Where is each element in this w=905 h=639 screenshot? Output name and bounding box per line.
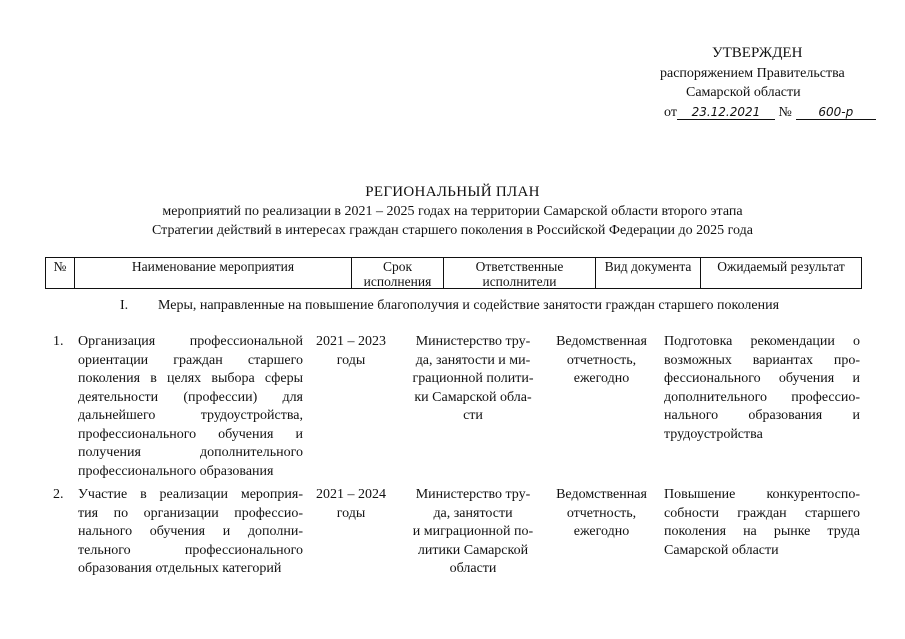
row-result-line: трудоустройства — [664, 426, 763, 442]
row-name-line: Организация профессиональной — [78, 334, 303, 349]
row-name-line: дальнейшего трудоустройства, — [78, 408, 303, 423]
row-term-line: 2021 – 2024 — [316, 487, 386, 502]
row-executors-line: сти — [463, 408, 483, 423]
row-term-line: годы — [336, 505, 366, 521]
row-term-line: годы — [336, 352, 366, 368]
row-name-line: нального обучения и дополни- — [78, 524, 303, 539]
row-term — [305, 333, 397, 370]
section-number: I. — [120, 298, 129, 313]
approval-from-prefix: от — [664, 104, 677, 120]
row-result-line: Самарской области — [664, 542, 779, 558]
approval-block — [600, 44, 900, 122]
row-name-line: получения дополнительного — [78, 445, 303, 460]
row-executors-line: Министерство тру- — [415, 487, 531, 502]
row-result-line: Подготовка рекомендации о — [664, 334, 860, 349]
approval-region: Самарской области — [686, 85, 801, 100]
header-result-text: Ожидаемый результат — [717, 259, 845, 274]
row-result-line: поколения на рынке труда — [664, 524, 860, 539]
row-number: 2. — [53, 487, 64, 502]
approval-authority: распоряжением Правительства — [660, 65, 845, 81]
row-doc-type-line: ежегодно — [573, 524, 630, 539]
row-executors-line: да, занятости и ми- — [415, 352, 531, 368]
row-result-line: собности граждан старшего — [664, 505, 860, 521]
approval-number-sign: № — [778, 104, 792, 120]
row-name-line: образования отдельных категорий — [78, 561, 282, 576]
row-doc-type — [549, 486, 654, 542]
title-subtitle-1: мероприятий по реализации в 2021 – 2025 годах на территории Самарской области второго этапа — [162, 204, 743, 219]
section-heading — [120, 298, 779, 314]
row-executors — [397, 486, 549, 579]
row-result-line: возможных вариантах про- — [664, 352, 860, 368]
row-executors-line: ки Самарской обла- — [414, 389, 532, 405]
row-result-line: фессионального обучения и — [664, 371, 860, 386]
row-executors-line: грационной полити- — [412, 371, 534, 386]
row-executors-line: области — [449, 561, 497, 576]
approval-handwritten-number: 600-р — [796, 105, 876, 120]
row-result — [664, 486, 860, 560]
row-name-line: ориентации граждан старшего — [78, 352, 303, 368]
row-doc-type-line: Ведомственная — [556, 334, 647, 349]
row-doc-type-line: отчетность, — [566, 352, 637, 368]
row-result-line: дополнительного профессио- — [664, 389, 860, 405]
row-name — [78, 486, 303, 579]
section-title: Меры, направленные на повышение благополучия и содействие занятости граждан старшего поколения — [158, 298, 780, 313]
row-name — [78, 333, 303, 481]
row-result-line: нального образования и — [664, 408, 860, 423]
row-executors — [397, 333, 549, 426]
row-doc-type-line: Ведомственная — [556, 487, 647, 502]
row-name-line: Участие в реализации мероприя- — [78, 487, 303, 502]
header-executors-line2: исполнители — [482, 274, 557, 289]
header-result — [700, 258, 861, 288]
approval-handwritten-date: 23.12.2021 — [677, 105, 775, 120]
header-term-line1: Срок — [382, 259, 413, 274]
row-doc-type — [549, 333, 654, 389]
row-name-line: профессионального образования — [78, 463, 274, 479]
row-number: 1. — [53, 334, 64, 349]
header-name — [74, 258, 351, 288]
row-result — [664, 333, 860, 444]
title-main: РЕГИОНАЛЬНЫЙ ПЛАН — [365, 184, 540, 200]
header-executors-line1: Ответственные — [475, 259, 564, 274]
header-executors — [443, 258, 595, 288]
header-doc-type-text: Вид документа — [604, 259, 692, 274]
row-term-line: 2021 – 2023 — [316, 334, 386, 349]
row-result-line: Повышение конкурентоспо- — [664, 487, 860, 502]
document-title — [0, 183, 905, 240]
row-doc-type-line: отчетность, — [566, 505, 637, 521]
row-term — [305, 486, 397, 523]
header-term — [351, 258, 443, 288]
row-executors-line: да, занятости — [433, 505, 513, 521]
header-number — [46, 258, 74, 288]
row-executors-line: литики Самарской — [417, 542, 529, 558]
row-name-line: тия по организации профессио- — [78, 505, 303, 521]
title-subtitle-2: Стратегии действий в интересах граждан старшего поколения в Российской Федерации до 2025 года — [152, 223, 753, 238]
approval-date-number-line — [600, 103, 900, 123]
table-header — [45, 257, 862, 289]
row-executors-line: Министерство тру- — [415, 334, 531, 349]
row-name-line: поколения в целях выбора сферы — [78, 371, 303, 386]
header-number-text: № — [53, 259, 67, 274]
approval-header: УТВЕРЖДЕН — [712, 45, 803, 61]
header-doc-type — [595, 258, 700, 288]
row-executors-line: и миграционной по- — [412, 524, 534, 539]
row-doc-type-line: ежегодно — [573, 371, 630, 386]
header-name-text: Наименование мероприятия — [131, 259, 295, 274]
row-name-line: профессионального обучения и — [78, 426, 303, 442]
row-name-line: тельного профессионального — [78, 542, 303, 558]
header-term-line2: исполнения — [363, 274, 432, 289]
row-name-line: деятельности (профессии) для — [78, 389, 303, 405]
